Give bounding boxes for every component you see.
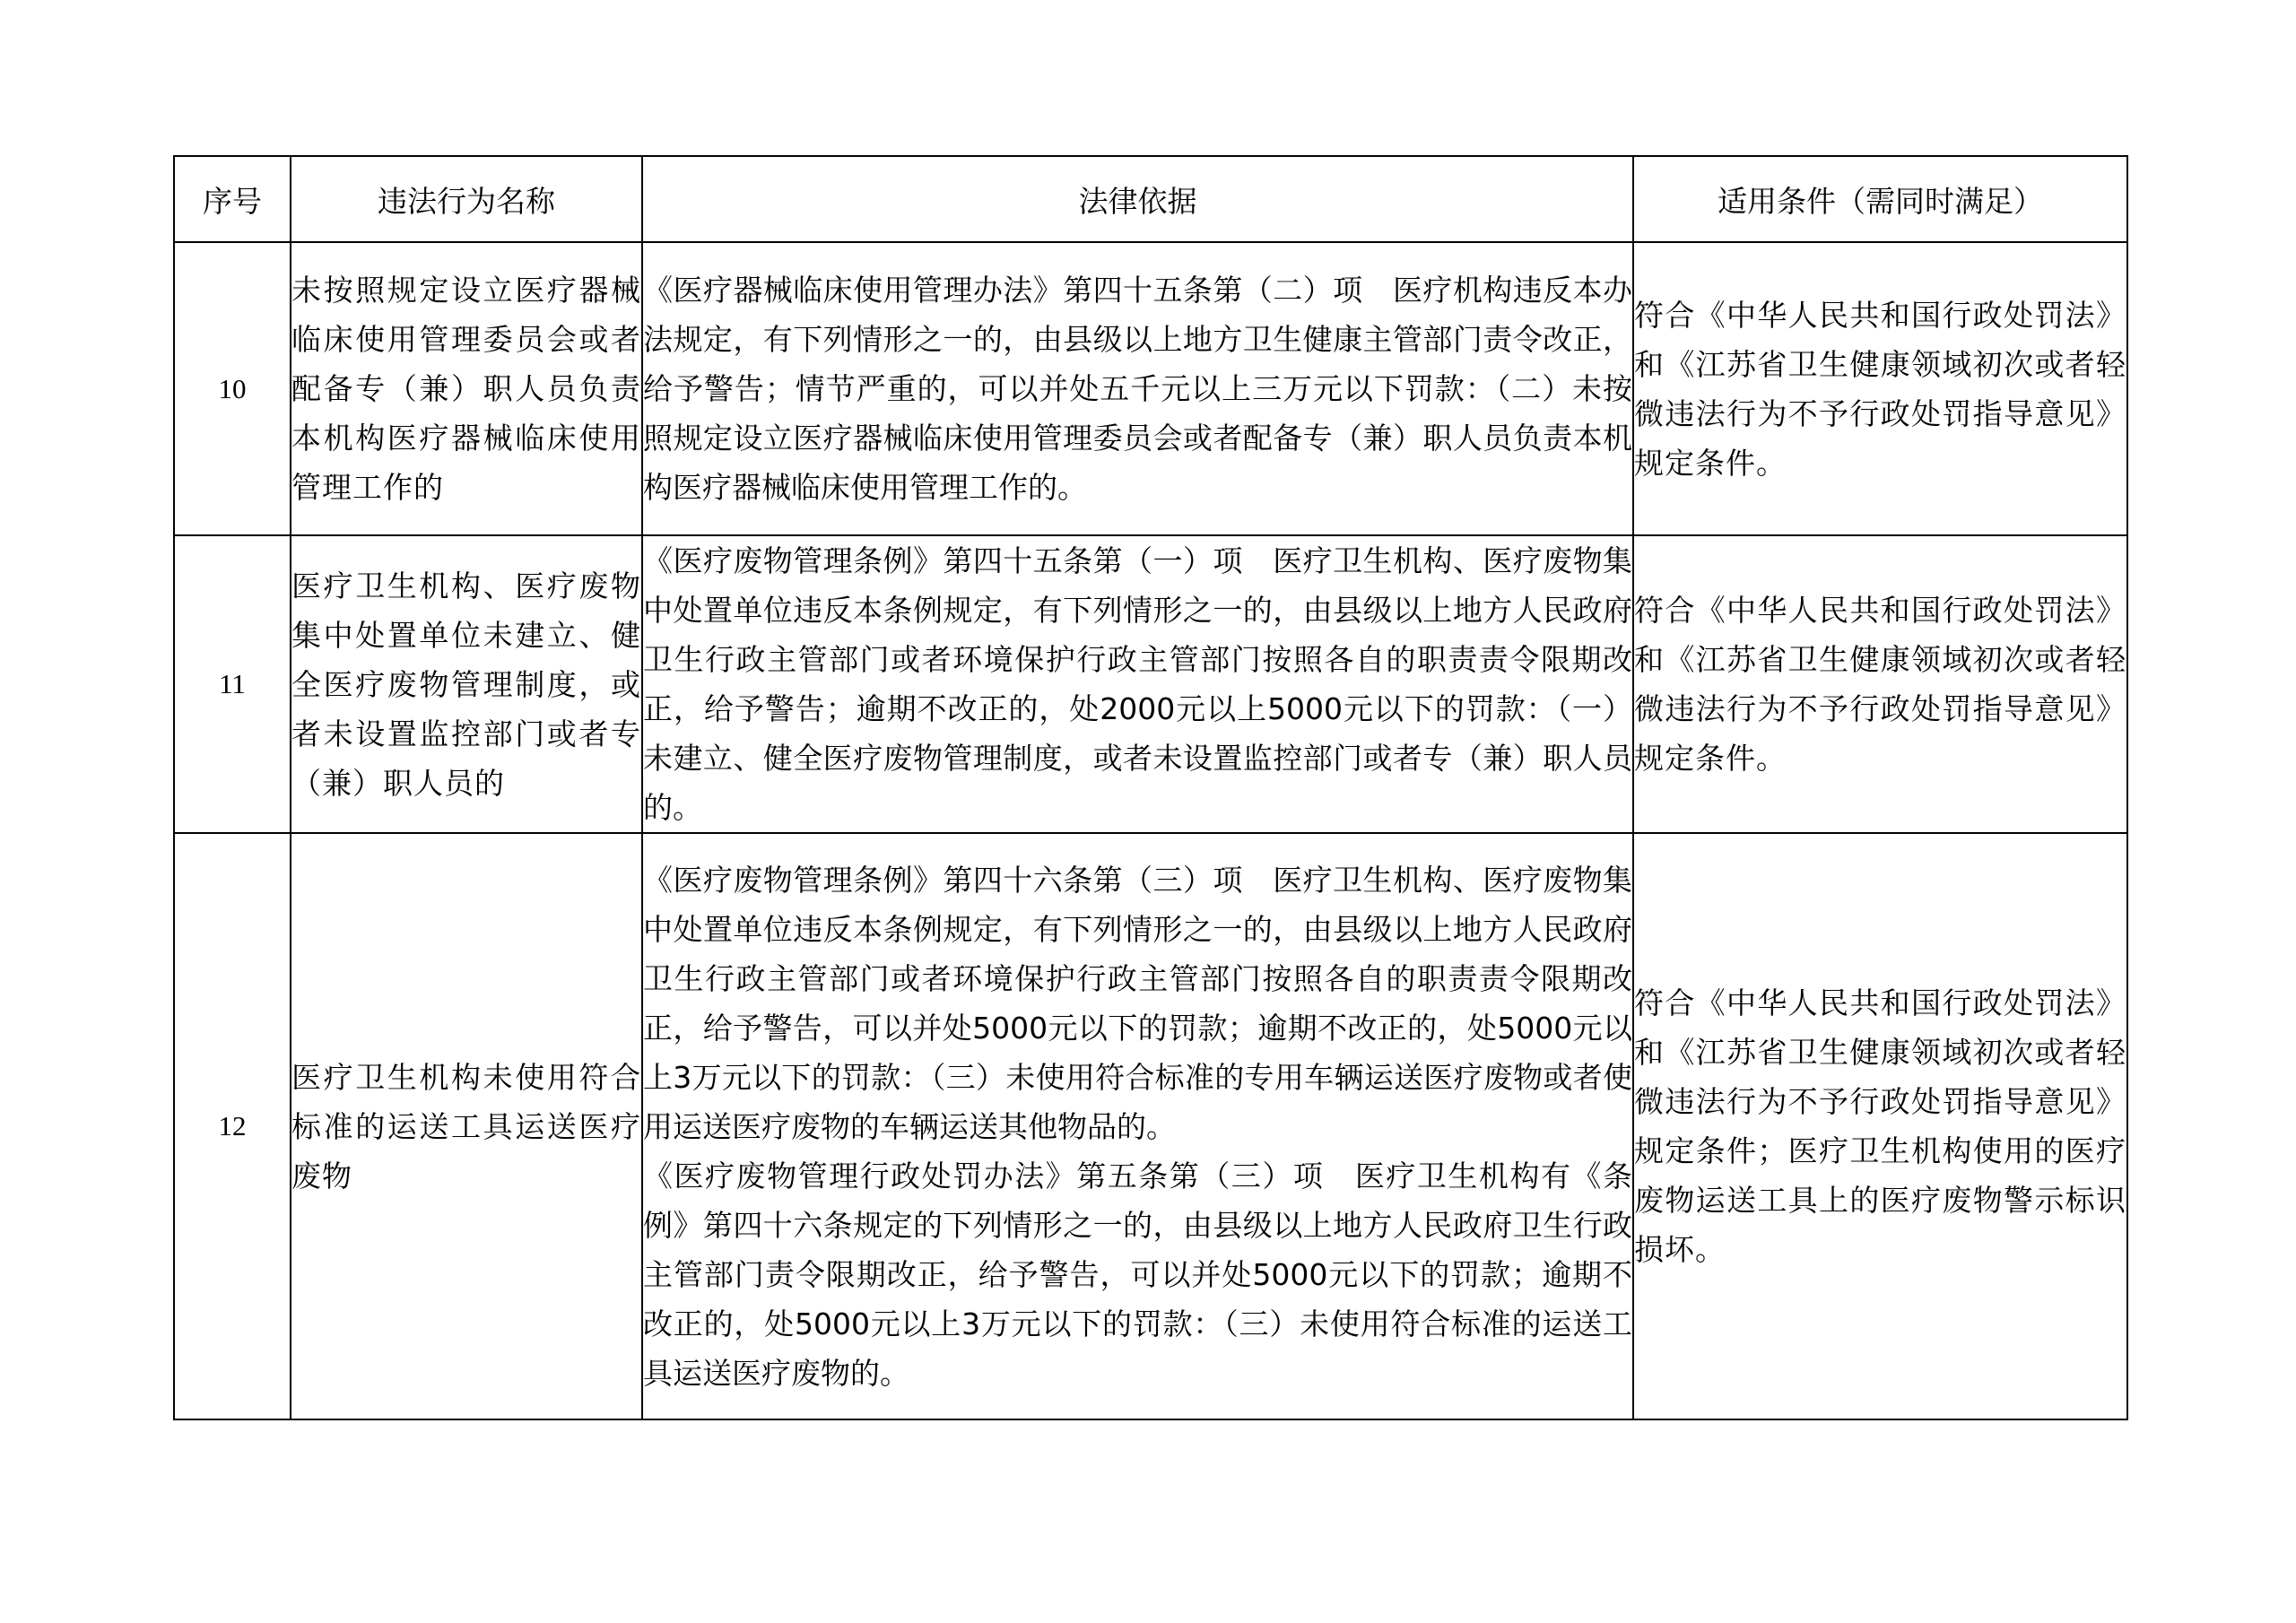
row-number: 12 [174, 833, 291, 1419]
violation-name: 未按照规定设立医疗器械临床使用管理委员会或者配备专（兼）职人员负责本机构医疗器械临床使用管理工作的 [291, 242, 642, 535]
header-no: 序号 [174, 156, 291, 242]
table-row [174, 535, 2127, 833]
legal-basis [642, 535, 1633, 833]
legal-basis-paragraph: 《医疗废物管理条例》第四十五条第（一）项 医疗卫生机构、医疗废物集中处置单位违反本条例规定，有下列情形之一的，由县级以上地方人民政府卫生行政主管部门或者环境保护行政主管部门按照各自的职责责令限期改正，给予警告；逾期不改正的，处2000元以上5000元以下的罚款：（一）未建立、健全医疗废物管理制度，或者未设置监控部门或者专（兼）职人员的。 [643, 543, 1632, 825]
table-header-row [174, 156, 2127, 242]
header-legal-basis: 法律依据 [642, 156, 1633, 242]
row-number: 11 [174, 535, 291, 833]
legal-basis [642, 242, 1633, 535]
applicable-condition: 符合《中华人民共和国行政处罚法》和《江苏省卫生健康领域初次或者轻微违法行为不予行政处罚指导意见》规定条件。 [1633, 535, 2127, 833]
violation-name: 医疗卫生机构、医疗废物集中处置单位未建立、健全医疗废物管理制度，或者未设置监控部门或者专（兼）职人员的 [291, 535, 642, 833]
penalty-table [173, 155, 2128, 1420]
legal-basis-paragraph: 《医疗器械临床使用管理办法》第四十五条第（二）项 医疗机构违反本办法规定，有下列情形之一的，由县级以上地方卫生健康主管部门责令改正，给予警告；情节严重的，可以并处五千元以上三万元以下罚款：（二）未按照规定设立医疗器械临床使用管理委员会或者配备专（兼）职人员负责本机构医疗器械临床使用管理工作的。 [643, 273, 1632, 505]
row-number: 10 [174, 242, 291, 535]
violation-name: 医疗卫生机构未使用符合标准的运送工具运送医疗废物 [291, 833, 642, 1419]
legal-basis-paragraph: 《医疗废物管理行政处罚办法》第五条第（三）项 医疗卫生机构有《条例》第四十六条规定的下列情形之一的，由县级以上地方人民政府卫生行政主管部门责令限期改正，给予警告，可以并处5000元以下的罚款；逾期不改正的，处5000元以上3万元以下的罚款：（三）未使用符合标准的运送工具运送医疗废物的。 [643, 1158, 1632, 1391]
legal-basis [642, 833, 1633, 1419]
header-applicable-conditions: 适用条件（需同时满足） [1633, 156, 2127, 242]
header-violation-name: 违法行为名称 [291, 156, 642, 242]
table-row [174, 242, 2127, 535]
applicable-condition: 符合《中华人民共和国行政处罚法》和《江苏省卫生健康领域初次或者轻微违法行为不予行政处罚指导意见》规定条件；医疗卫生机构使用的医疗废物运送工具上的医疗废物警示标识损坏。 [1633, 833, 2127, 1419]
table-row [174, 833, 2127, 1419]
legal-basis-paragraph: 《医疗废物管理条例》第四十六条第（三）项 医疗卫生机构、医疗废物集中处置单位违反本条例规定，有下列情形之一的，由县级以上地方人民政府卫生行政主管部门或者环境保护行政主管部门按照各自的职责责令限期改正，给予警告，可以并处5000元以下的罚款；逾期不改正的，处5000元以上3万元以下的罚款：（三）未使用符合标准的专用车辆运送医疗废物或者使用运送医疗废物的车辆运送其他物品的。 [643, 862, 1632, 1144]
applicable-condition: 符合《中华人民共和国行政处罚法》和《江苏省卫生健康领域初次或者轻微违法行为不予行政处罚指导意见》规定条件。 [1633, 242, 2127, 535]
